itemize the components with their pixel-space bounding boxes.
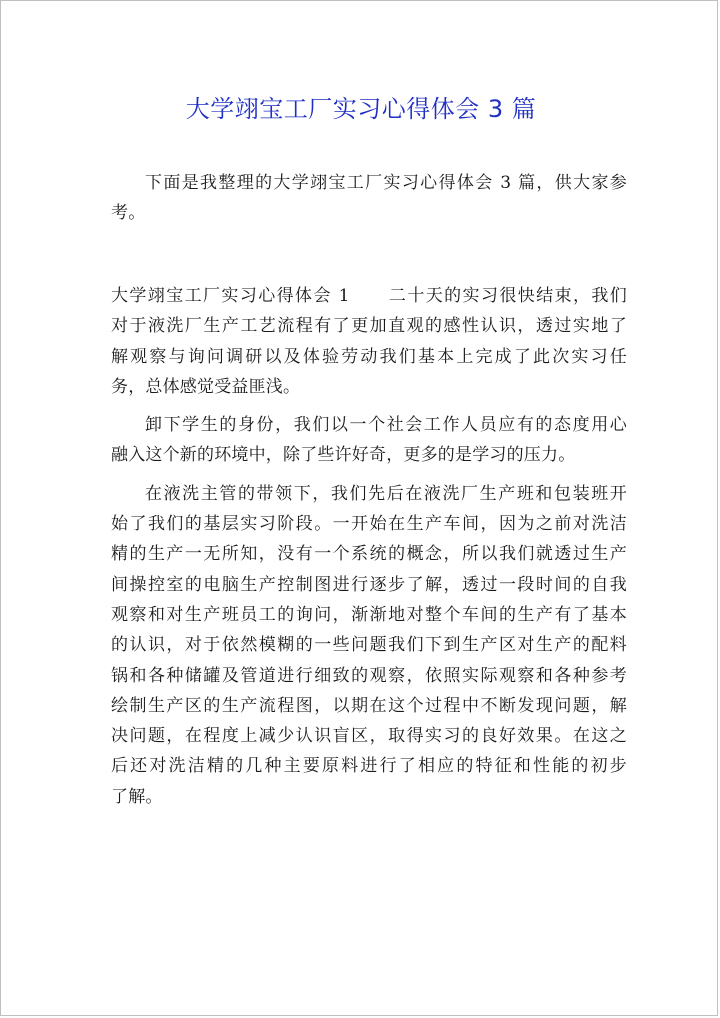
section-heading: 大学翊宝工厂实习心得体会 1: [111, 286, 350, 306]
paragraph-line: 了解。: [111, 786, 163, 807]
paragraph-gap: [111, 471, 627, 479]
paragraph-line: 决问题，在程度上减少认识盲区，取得实习的良好效果。在这之: [111, 726, 627, 747]
paragraph-line: 锅和各种储罐及管道进行细致的观察，依照实际观察和各种参考: [111, 665, 627, 686]
intro-line: 考。: [111, 203, 146, 224]
paragraph-line: 对于液洗厂生产工艺流程有了更加直观的感性认识，透过实地了: [111, 316, 627, 337]
paragraph-line: 观察和对生产班员工的询问，渐渐地对整个车间的生产有了基本: [111, 604, 627, 625]
paragraph-line: 卸下学生的身份，我们以一个社会工作人员应有的态度用心: [145, 415, 627, 436]
intro-line: 下面是我整理的大学翊宝工厂实习心得体会 3 篇，供大家参: [145, 173, 627, 193]
paragraph-line: 始了我们的基层实习阶段。一开始在生产车间，因为之前对洗洁: [111, 514, 627, 535]
intro-paragraph: [111, 168, 627, 229]
paragraph-line: [111, 281, 627, 311]
paragraph-line: 精的生产一无所知，没有一个系统的概念，所以我们就透过生产: [111, 544, 627, 565]
paragraph-gap: [111, 402, 627, 410]
paragraph-line: 的认识，对于依然模糊的一些问题我们下到生产区对生产的配料: [111, 635, 627, 656]
paragraph-line: 在液洗主管的带领下，我们先后在液洗厂生产班和包装班开: [145, 483, 627, 504]
section-1: [111, 281, 627, 812]
paragraph-line: 间操控室的电脑生产控制图进行逐步了解，透过一段时间的自我: [111, 574, 627, 595]
paragraph-line: 解观察与询问调研以及体验劳动我们基本上完成了此次实习任: [111, 346, 627, 367]
paragraph-line: 务，总体感觉受益匪浅。: [111, 376, 301, 397]
document-title: 大学翊宝工厂实习心得体会 3 篇: [185, 95, 537, 123]
paragraph-line: 后还对洗洁精的几种主要原料进行了相应的特征和性能的初步: [111, 756, 627, 777]
paragraph-line: 绘制生产区的生产流程图，以期在这个过程中不断发现问题，解: [111, 695, 627, 716]
paragraph-line: 融入这个新的环境中，除了些许好奇，更多的是学习的压力。: [111, 445, 576, 466]
paragraph-1-start: 二十天的实习很快结束，我们: [387, 286, 627, 306]
